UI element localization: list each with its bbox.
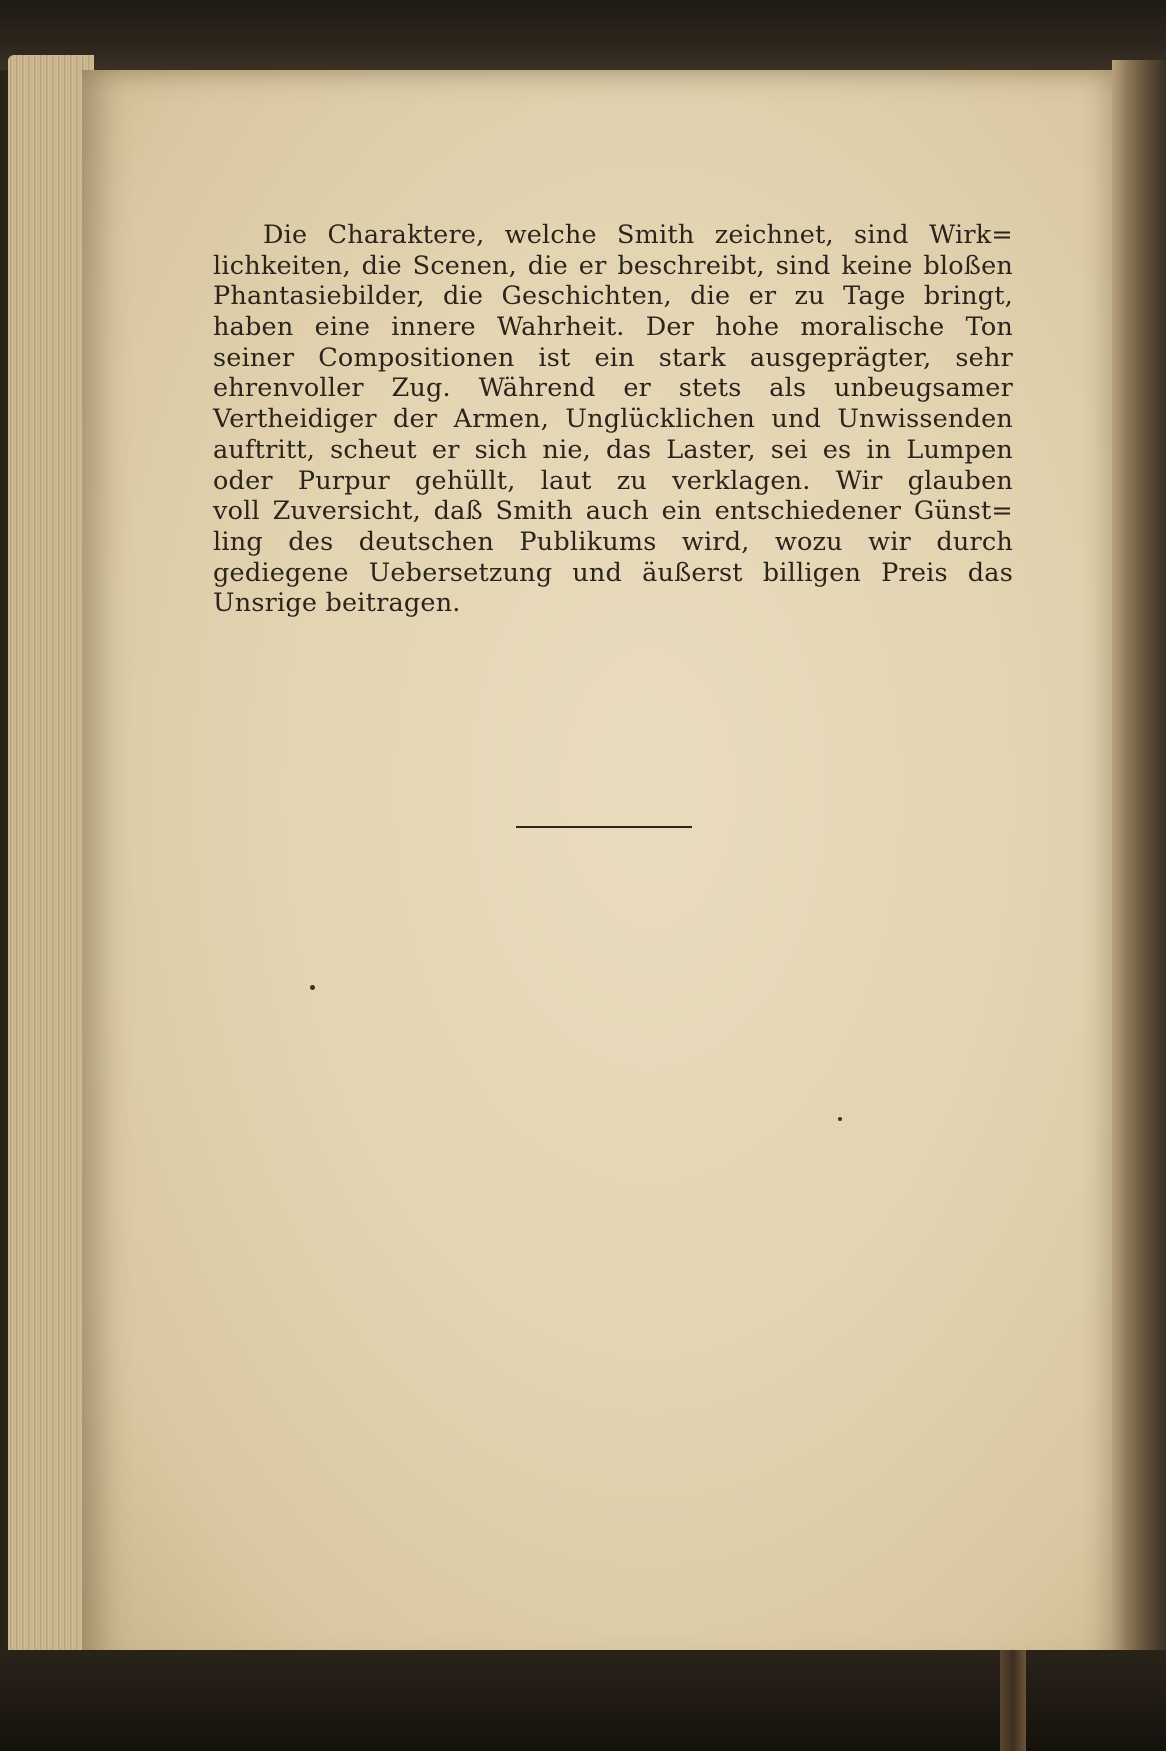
bookmark-ribbon: [1000, 1650, 1026, 1751]
text-line: auftritt, scheut er sich nie, das Laster, sei es in Lumpen: [213, 434, 1013, 465]
paragraph: [213, 220, 1013, 619]
ink-speck: [310, 985, 315, 990]
ink-speck: [838, 1117, 842, 1121]
text-line: seiner Compositionen ist ein stark ausgeprägter, sehr: [213, 342, 1013, 373]
text-line: Die Charaktere, welche Smith zeichnet, sind Wirk=: [263, 220, 1013, 250]
text-line: oder Purpur gehüllt, laut zu verklagen. Wir glauben: [213, 465, 1013, 496]
text-line: ling des deutschen Publikums wird, wozu wir durch: [213, 526, 1013, 557]
section-divider: [516, 826, 692, 828]
text-line: Phantasiebilder, die Geschichten, die er zu Tage bringt,: [213, 281, 1013, 312]
book-bottom-edge: [0, 1650, 1166, 1751]
text-line: Unsrige beitragen.: [213, 588, 461, 619]
text-line: haben eine innere Wahrheit. Der hohe moralische Ton: [213, 312, 1013, 343]
text-line: lichkeiten, die Scenen, die er beschreibt, sind keine bloßen: [213, 250, 1013, 281]
text-line: voll Zuversicht, daß Smith auch ein entschiedener Günst=: [213, 496, 1013, 527]
text-line: Vertheidiger der Armen, Unglücklichen und Unwissenden: [213, 404, 1013, 435]
book-right-edge: [1112, 60, 1166, 1670]
text-line: gediegene Uebersetzung und äußerst billigen Preis das: [213, 557, 1013, 588]
book-top-edge: [0, 0, 1166, 70]
text-line: ehrenvoller Zug. Während er stets als unbeugsamer: [213, 373, 1013, 404]
show-through: [232, 180, 240, 208]
